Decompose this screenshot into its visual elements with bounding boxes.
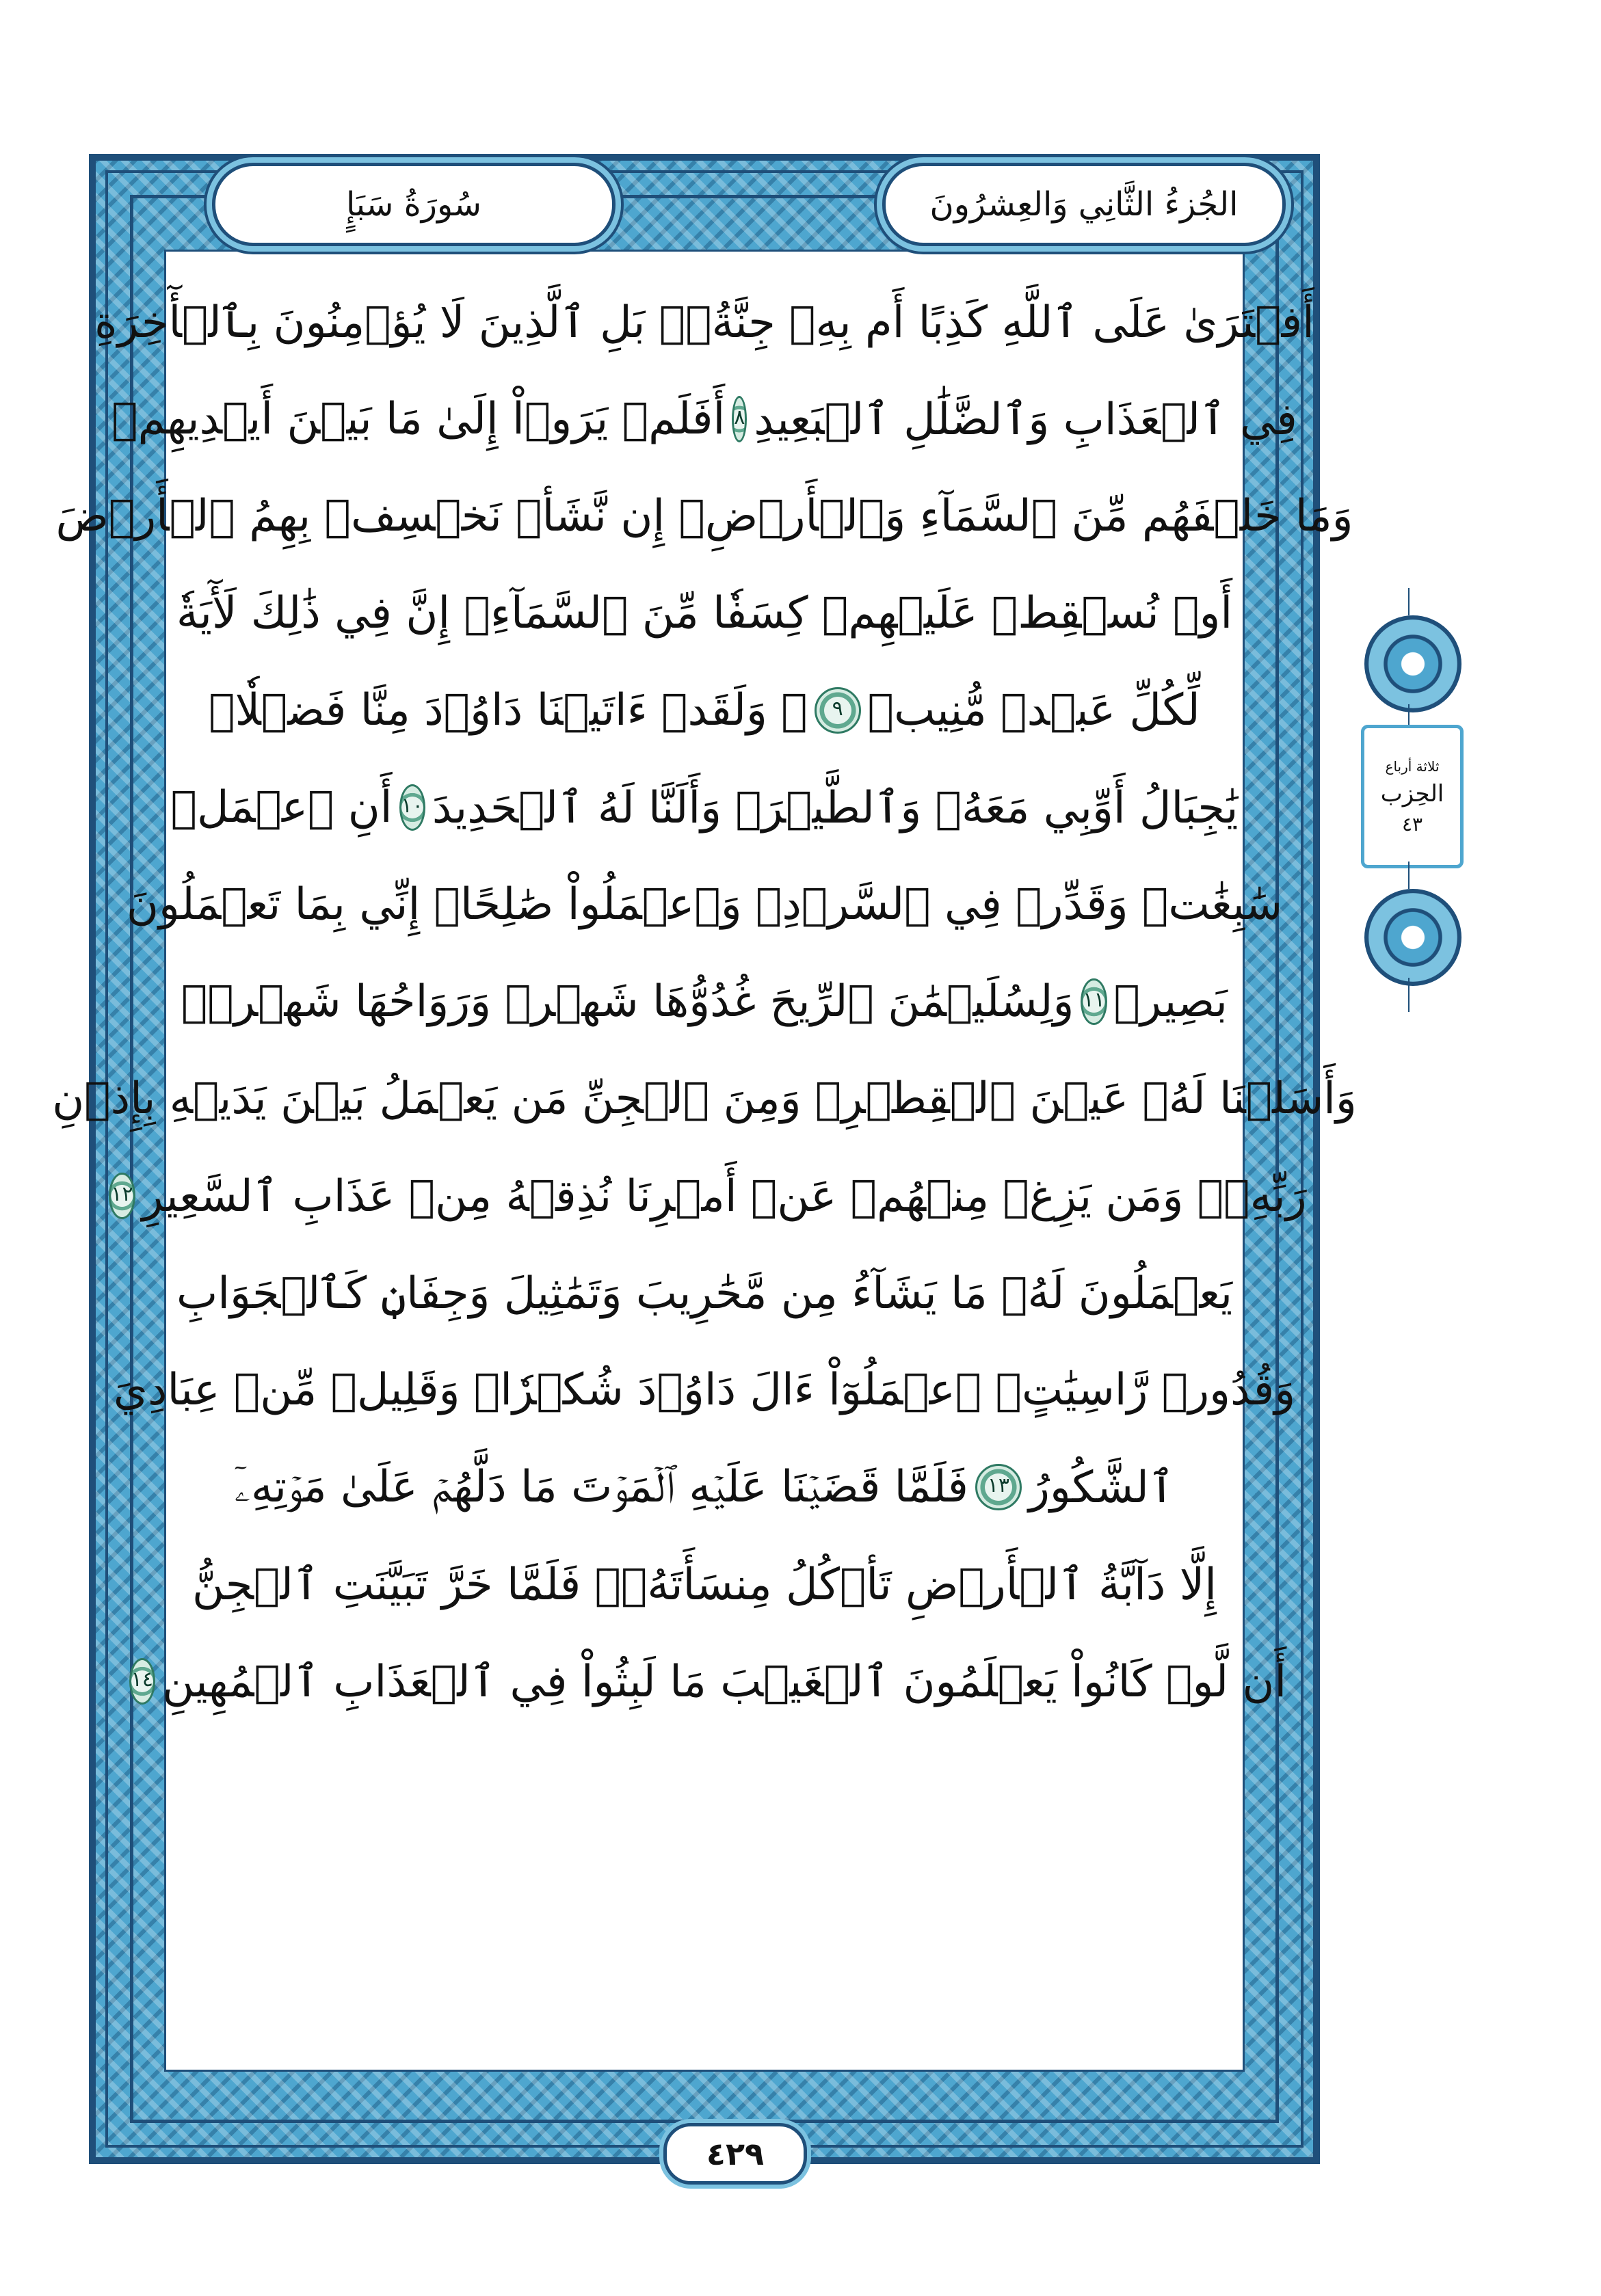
verse-line (55, 468, 1353, 565)
verse-line (94, 273, 1314, 371)
ayah-number-marker: ١٠ (399, 784, 425, 831)
line-text: يَعۡمَلُونَ لَهُۥ مَا يَشَآءُ مِن مَّحَٰرِيبَ وَتَمَٰثِيلَ وَجِفَانٖ كَٱلۡجَوَابِ (176, 1268, 1233, 1319)
hizb-word: الحِزب (1380, 779, 1444, 807)
hizb-medallion-bottom (1364, 889, 1461, 986)
ayah-number-marker: ٨ (732, 396, 747, 442)
hizb-marker (1351, 588, 1467, 1012)
line-text: وَأَسَلۡنَا لَهُۥ عَيۡنَ ٱلۡقِطۡرِۖ وَمِنَ ٱلۡجِنِّ مَن يَعۡمَلُ بَيۡنَ يَدَيۡهِ بِإِذۡنِ (52, 1073, 1357, 1124)
line-text: إِلَّا دَآبَّةُ ٱلۡأَرۡضِ تَأۡكُلُ مِنسَأَتَهُۥۖ فَلَمَّا خَرَّ تَبَيَّنَتِ ٱلۡجِنُّ (192, 1559, 1217, 1610)
verse-line (176, 1244, 1233, 1341)
verse-line (111, 371, 1297, 468)
line-text-after: ۞ وَلَقَدۡ ءَاتَيۡنَا دَاوُۥدَ مِنَّا فَضۡلٗاۖ (209, 685, 808, 736)
line-text-after: فَلَمَّا قَضَيۡنَا عَلَيۡهِ ٱلۡمَوۡتَ مَا دَلَّهُمۡ عَلَىٰ مَوۡتِهِۦٓ (234, 1462, 968, 1512)
line-text: وَقُدُورٖ رَّاسِيَٰتٍۚ ٱعۡمَلُوٓاْ ءَالَ دَاوُۥدَ شُكۡرٗاۚ وَقَلِيلٞ مِّنۡ عِبَادِيَ (113, 1365, 1296, 1415)
hizb-stem-mid-top (1408, 704, 1410, 725)
verse-line (176, 565, 1233, 662)
line-text: وَمَا خَلۡفَهُم مِّنَ ٱلسَّمَآءِ وَٱلۡأَرۡضِۚ إِن نَّشَأۡ نَخۡسِفۡ بِهِمُ ٱلۡأَرۡضَ (55, 491, 1353, 542)
hizb-medallion-top (1364, 615, 1461, 712)
line-text: أَن لَّوۡ كَانُواْ يَعۡلَمُونَ ٱلۡغَيۡبَ مَا لَبِثُواْ فِي ٱلۡعَذَابِ ٱلۡمُهِينِ (162, 1656, 1287, 1707)
surah-title: سُورَةُ سَبَإٍ (212, 163, 616, 246)
juz-title: الجُزءُ الثَّانِي وَالعِشرُونَ (882, 163, 1286, 246)
verse-line (192, 1536, 1217, 1633)
line-text: سَٰبِغَٰتٖ وَقَدِّرۡ فِي ٱلسَّرۡدِۖ وَٱعۡمَلُواْ صَٰلِحًاۖ إِنِّي بِمَا تَعۡمَلُونَ (126, 879, 1283, 930)
ayah-number-marker: ٩ (815, 687, 861, 734)
verse-line (170, 759, 1239, 856)
line-text: لِّكُلِّ عَبۡدٖ مُّنِيبٖ (867, 685, 1200, 736)
ayah-number-marker: ١٣ (975, 1464, 1022, 1510)
ayah-number-marker: ١٢ (109, 1173, 135, 1219)
verse-line (113, 1341, 1296, 1439)
line-text: أَفۡتَرَىٰ عَلَى ٱللَّهِ كَذِبًا أَم بِهِۦ جِنَّةُۢۗ بَلِ ٱلَّذِينَ لَا يُؤۡمِنُونَ بِٱلۡأٓخِرَةِ (94, 297, 1314, 348)
hizb-label-box (1361, 725, 1464, 868)
hizb-stem-bottom (1408, 978, 1410, 1012)
line-text-after: وَلِسُلَيۡمَٰنَ ٱلرِّيحَ غُدُوُّهَا شَهۡرٞ وَرَوَاحُهَا شَهۡرٞۖ (181, 976, 1074, 1027)
verse-line (126, 856, 1283, 953)
line-text: بَصِيرٞ (1113, 976, 1228, 1027)
verse-line (52, 1050, 1357, 1147)
line-text: فِي ٱلۡعَذَابِ وَٱلضَّلَٰلِ ٱلۡبَعِيدِ (754, 394, 1297, 445)
line-text-after: أَفَلَمۡ يَرَوۡاْ إِلَىٰ مَا بَيۡنَ أَيۡدِيهِمۡ (111, 394, 726, 444)
verse-line (131, 1633, 1287, 1730)
hizb-stem-mid-bottom (1408, 862, 1410, 889)
hizb-quarter-label: ثلاثة أرباع (1385, 758, 1440, 775)
ayah-number-marker: ١١ (1081, 978, 1107, 1025)
verse-line (111, 1147, 1307, 1244)
line-text-after: أَنِ ٱعۡمَلۡ (170, 782, 393, 833)
line-text: أَوۡ نُسۡقِطۡ عَلَيۡهِمۡ كِسَفٗا مِّنَ ٱلسَّمَآءِۚ إِنَّ فِي ذَٰلِكَ لَأٓيَةٗ (176, 588, 1233, 639)
verses-block (52, 273, 1357, 1730)
hizb-number: ٤٣ (1401, 812, 1423, 836)
line-text: رَبِّهِۦۖ وَمَن يَزِغۡ مِنۡهُمۡ عَنۡ أَمۡرِنَا نُذِقۡهُ مِنۡ عَذَابِ ٱلسَّعِيرِ (142, 1171, 1307, 1222)
hizb-stem-top (1408, 588, 1410, 615)
line-text: ٱلشَّكُورُ (1028, 1462, 1175, 1513)
verse-line (205, 1439, 1204, 1536)
page-number: ٤٢٩ (663, 2123, 807, 2185)
line-text: يَٰجِبَالُ أَوِّبِي مَعَهُۥ وَٱلطَّيۡرَۖ وَأَلَنَّا لَهُ ٱلۡحَدِيدَ (432, 782, 1239, 833)
ayah-number-marker: ١٤ (129, 1658, 155, 1705)
verse-line (181, 953, 1228, 1050)
verse-line (205, 662, 1204, 759)
